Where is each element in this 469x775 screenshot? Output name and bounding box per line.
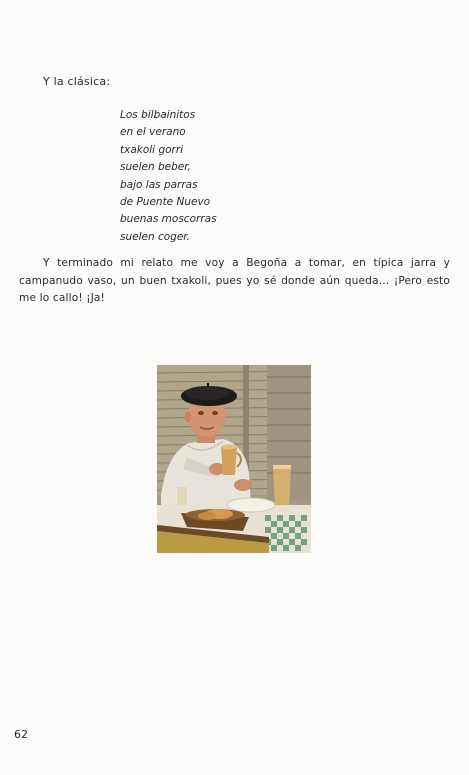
- poem-line: suelen beber,: [120, 161, 191, 174]
- body-paragraph: Y terminado mi relato me voy a Begoña a tomar, en típica jarra y campanudo vaso, un buen txakoli, pues yo sé donde aún queda... ¡Pero esto me lo callo! ¡Ja!: [19, 257, 450, 304]
- poem-line: en el verano: [120, 126, 186, 139]
- poem-line: suelen coger.: [120, 230, 190, 243]
- page-number: 62: [14, 728, 28, 741]
- poem-line: buenas moscorras: [120, 213, 217, 226]
- poem-line: txakoli gorri: [120, 143, 184, 156]
- poem-line: bajo las parras: [120, 178, 198, 191]
- poem-line: Los bilbainitos: [120, 109, 196, 121]
- poem-line: de Puente Nuevo: [120, 196, 211, 209]
- photo-man-with-txakoli: [157, 365, 311, 553]
- intro-text: Y la clásica:: [43, 75, 111, 88]
- poem: [120, 107, 217, 246]
